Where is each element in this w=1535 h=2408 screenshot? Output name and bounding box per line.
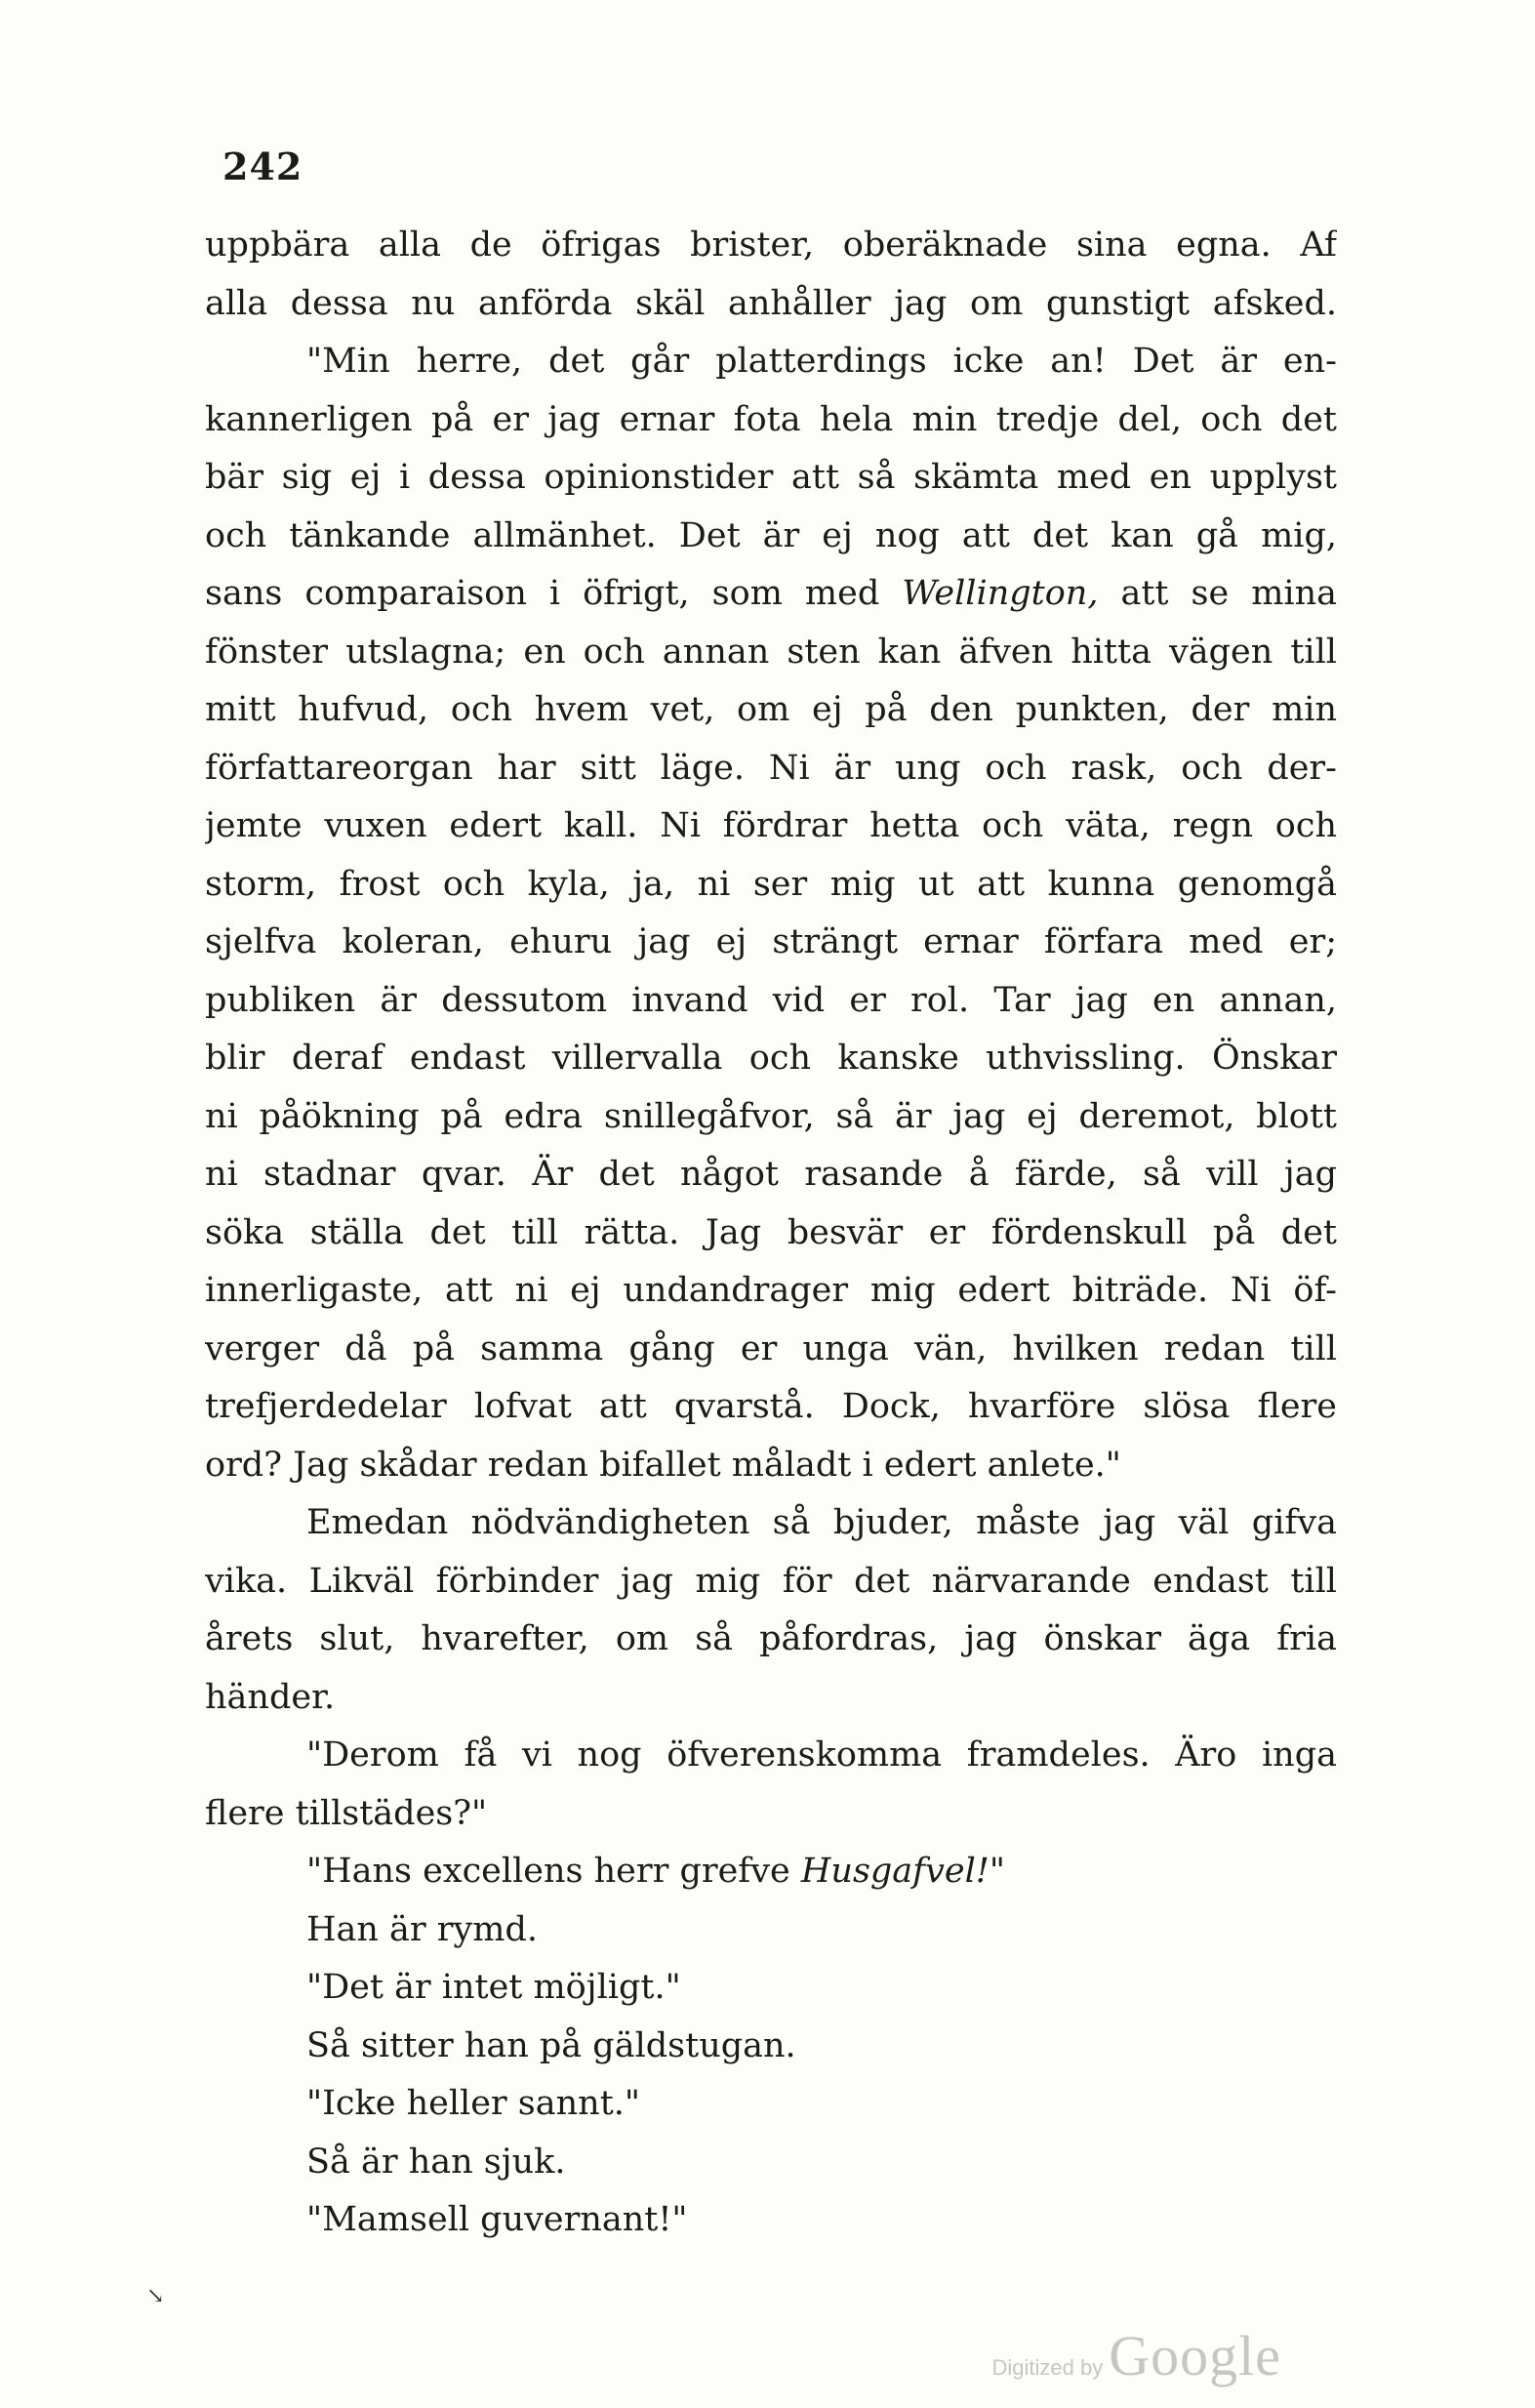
text-line: jemte vuxen edert kall. Ni fördrar hetta och väta, regn och bbox=[205, 806, 1337, 845]
text-fragment: att se mina bbox=[1098, 574, 1337, 613]
text-line: blir deraf endast villervalla och kanske uthvissling. Önskar bbox=[205, 1039, 1337, 1078]
text-line: mitt hufvud, och hvem vet, om ej på den punkten, der min bbox=[205, 690, 1337, 729]
digitized-watermark bbox=[992, 2323, 1281, 2388]
text-fragment: "Hans excellens herr grefve bbox=[306, 1852, 801, 1891]
text-line: verger då på samma gång er unga vän, hvilken redan till bbox=[205, 1328, 1337, 1368]
text-line: flere tillstädes?" bbox=[205, 1793, 488, 1833]
text-line: Han är rymd. bbox=[306, 1909, 539, 1949]
text-line: årets slut, hvarefter, om så påfordras, jag önskar äga fria bbox=[205, 1619, 1337, 1658]
text-line: ni påökning på edra snillegåfvor, så är jag ej deremot, blott bbox=[205, 1096, 1337, 1136]
text-line: uppbära alla de öfrigas brister, oberäknade sina egna. Af bbox=[205, 225, 1337, 265]
text-fragment: " bbox=[989, 1852, 1005, 1891]
ink-mark: ↘ bbox=[146, 2284, 165, 2308]
text-line: Emedan nödvändigheten så bjuder, måste jag väl gifva bbox=[306, 1503, 1337, 1542]
text-line: "Det är intet möjligt." bbox=[306, 1968, 681, 2007]
google-logo: Google bbox=[1109, 2324, 1281, 2388]
text-line: Så sitter han på gäldstugan. bbox=[306, 2025, 796, 2065]
text-line: fönster utslagna; en och annan sten kan äfven hitta vägen till bbox=[205, 632, 1337, 672]
text-line: storm, frost och kyla, ja, ni ser mig ut att kunna genomgå bbox=[205, 864, 1337, 904]
text-fragment: sans comparaison i öfrigt, som med bbox=[205, 574, 903, 613]
italic-name-wellington: Wellington, bbox=[902, 574, 1099, 613]
text-line: alla dessa nu anförda skäl anhåller jag om gunstigt afsked. bbox=[205, 283, 1337, 323]
text-line: ni stadnar qvar. Är det något rasande å färde, så vill jag bbox=[205, 1155, 1337, 1194]
text-line: sjelfva koleran, ehuru jag ej strängt ernar förfara med er; bbox=[205, 922, 1337, 961]
text-line: Så är han sjuk. bbox=[306, 2142, 566, 2182]
text-line: "Icke heller sannt." bbox=[306, 2084, 640, 2123]
text-line-wellington bbox=[205, 565, 1337, 624]
text-line: "Min herre, det går platterdings icke an! Det är en- bbox=[306, 342, 1337, 381]
text-line: "Derom få vi nog öfverenskomma framdeles. Äro inga bbox=[306, 1735, 1337, 1775]
italic-name-husgafvel: Husgafvel! bbox=[800, 1852, 990, 1891]
text-line: trefjerdedelar lofvat att qvarstå. Dock, hvarföre slösa flere bbox=[205, 1387, 1337, 1426]
text-line: händer. bbox=[205, 1677, 336, 1717]
text-line: "Mamsell guvernant!" bbox=[306, 2200, 688, 2239]
body-text bbox=[205, 217, 1337, 2250]
text-line: författareorgan har sitt läge. Ni är ung och rask, och der- bbox=[205, 748, 1337, 788]
text-line: innerligaste, att ni ej undandrager mig edert biträde. Ni öf- bbox=[205, 1271, 1337, 1310]
text-line-husgafvel bbox=[205, 1843, 1337, 1901]
text-line: söka ställa det till rätta. Jag besvär er fördenskull på det bbox=[205, 1212, 1337, 1252]
page-number: 242 bbox=[222, 144, 303, 188]
text-line: vika. Likväl förbinder jag mig för det närvarande endast till bbox=[205, 1561, 1337, 1601]
text-line: bär sig ej i dessa opinionstider att så skämta med en upplyst bbox=[205, 458, 1337, 497]
text-line: kannerligen på er jag ernar fota hela min tredje del, och det bbox=[205, 399, 1337, 439]
text-line: publiken är dessutom invand vid er rol. Tar jag en annan, bbox=[205, 980, 1337, 1020]
text-line: ord? Jag skådar redan bifallet måladt i edert anlete." bbox=[205, 1445, 1121, 1485]
watermark-prefix: Digitized by bbox=[991, 2355, 1104, 2380]
text-line: och tänkande allmänhet. Det är ej nog att det kan gå mig, bbox=[205, 515, 1337, 555]
